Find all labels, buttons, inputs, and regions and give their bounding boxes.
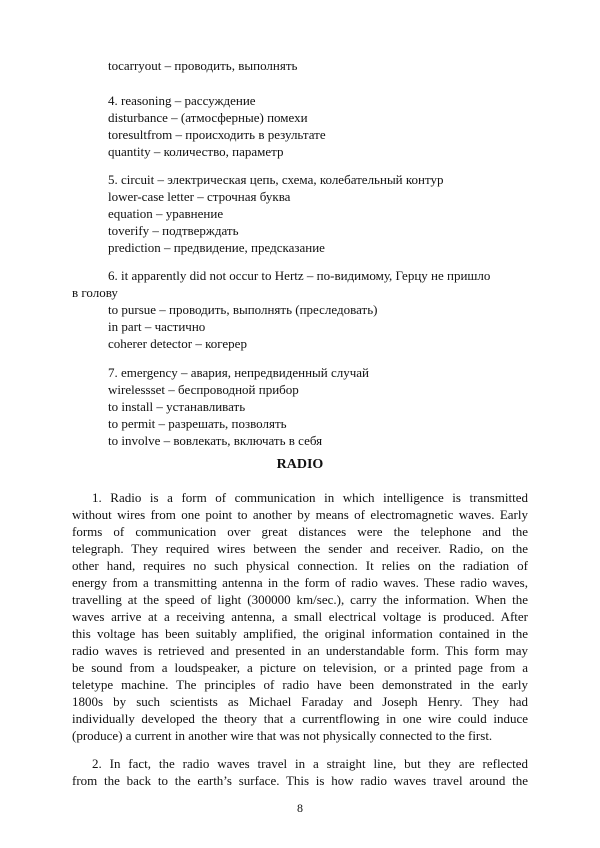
page-number: 8 [297,801,303,815]
vocab-entry: to involve – вовлекать, включать в себя [108,433,323,448]
paragraph-line: travelling at the speed of light (300000 km/sec.), carry the information. When the [72,592,528,607]
section-heading: RADIO [276,457,324,472]
paragraph-line: without wires from one point to another by means of electromagnetic waves. Early [72,507,528,522]
paragraph-line: individually developed the theory that a currentflowing in one wire could induce [72,711,528,726]
paragraph-line: from the back to the earth’s surface. This is how radio waves travel around the [72,773,528,788]
vocab-entry: tocarryout – проводить, выполнять [108,58,298,73]
vocab-entry: 4. reasoning – рассуждение [108,93,256,108]
paragraph-line: this voltage has been suitably amplified, the original information contained in the [72,626,528,641]
paragraph-line: telegraph. They required wires between the sender and receiver. Radio, on the [72,541,528,556]
vocab-entry: in part – частично [108,319,206,334]
vocab-entry: toresultfrom – происходить в результате [108,127,326,142]
paragraph-line: be sound from a loudspeaker, a picture on television, or a printed page from a [72,660,528,675]
vocab-entry: 7. emergency – авария, непредвиденный случай [108,365,369,380]
vocab-entry: coherer detector – когерер [108,336,247,351]
vocab-entry: to permit – разрешать, позволять [108,416,287,431]
paragraph-line: forms of communication over great distances were the telephone and the [72,524,528,539]
vocab-entry: equation – уравнение [108,206,224,221]
vocab-entry: quantity – количество, параметр [108,144,284,159]
paragraph-line: energy from a transmitting antenna in the form of radio waves. These radio waves, [72,575,528,590]
vocab-entry: to install – устанавливать [108,399,246,414]
vocab-entry: disturbance – (атмосферные) помехи [108,110,308,125]
paragraph-line: radio waves is retrieved and presented in an understandable form. This form may [72,643,528,658]
vocab-entry-continuation: в голову [72,285,118,300]
vocab-entry: prediction – предвидение, предсказание [108,240,325,255]
vocab-entry: 6. it apparently did not occur to Hertz – по-видимому, Герцу не пришло [108,268,491,283]
vocab-entry: lower-case letter – строчная буква [108,189,291,204]
paragraph-line: (produce) a current in another wire that was not physically connected to the first. [72,728,493,743]
vocab-entry: 5. circuit – электрическая цепь, схема, колебательный контур [108,172,444,187]
paragraph-line: 2. In fact, the radio waves travel in a straight line, but they are reflected [92,756,528,771]
vocab-entry: toverify – подтверждать [108,223,239,238]
vocab-entry: wirelessset – беспроводной прибор [108,382,299,397]
paragraph-line: 1. Radio is a form of communication in which intelligence is transmitted [92,490,528,505]
paragraph-line: other hand, requires no such physical connection. It relies on the radiation of [72,558,528,573]
paragraph-line: teletype machine. The principles of radio have been demonstrated in the early [72,677,528,692]
vocab-entry: to pursue – проводить, выполнять (преследовать) [108,302,378,317]
paragraph-line: 1800s by such scientists as Michael Faraday and Joseph Henry. They had [72,694,528,709]
paragraph-line: waves arrive at a receiving antenna, a small electrical voltage is produced. After [72,609,528,624]
